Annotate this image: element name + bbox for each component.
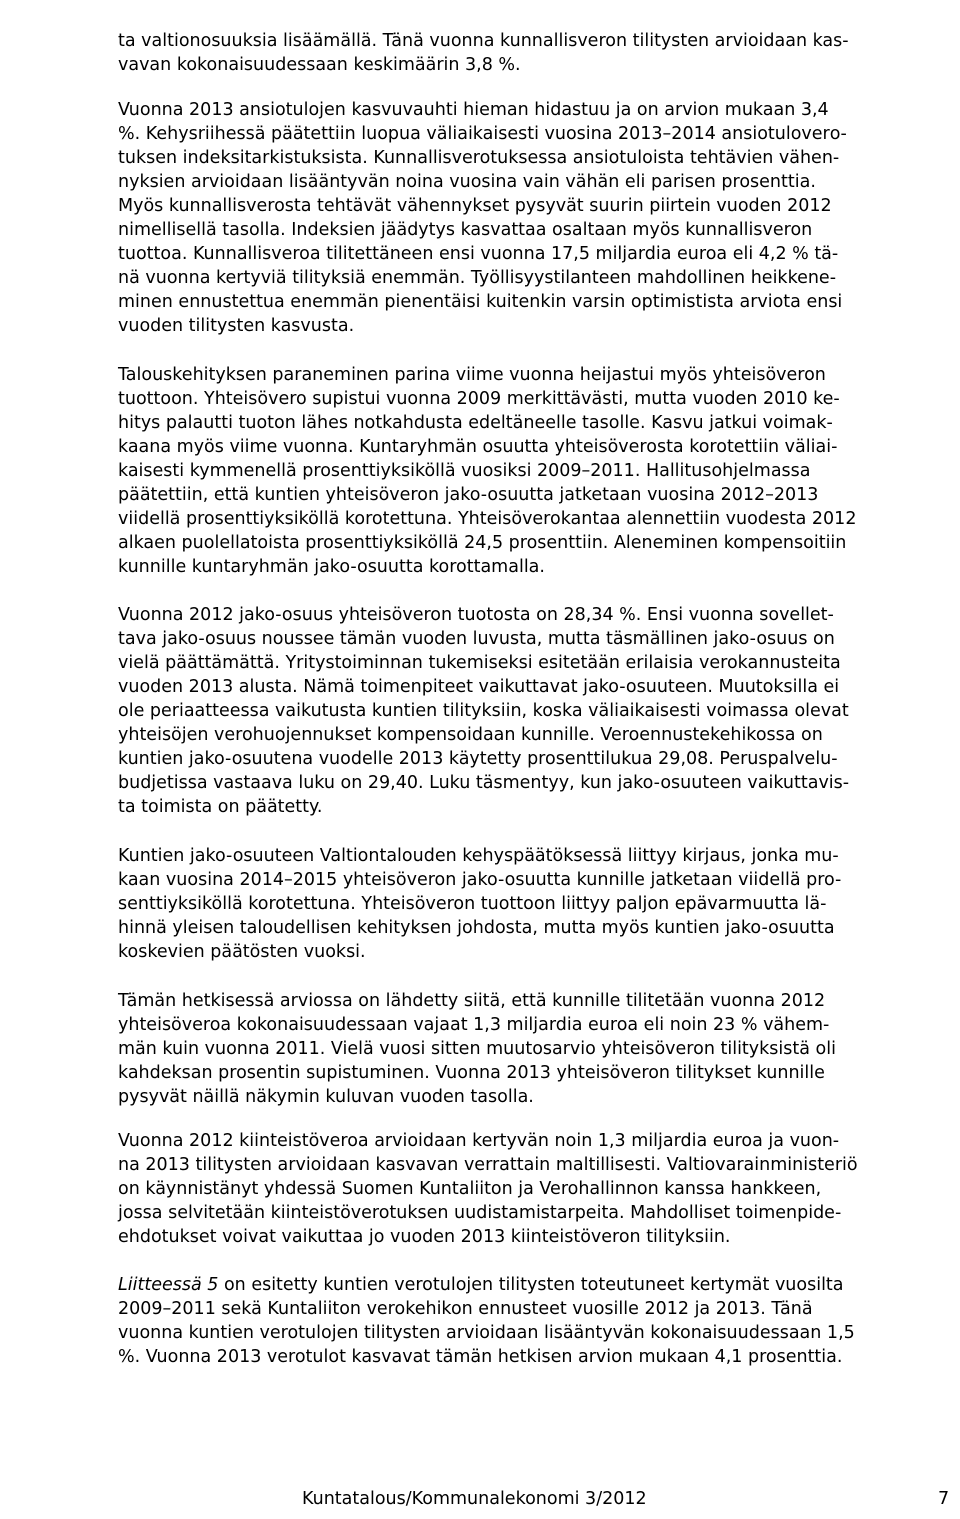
- body-text-line: nimellisellä tasolla. Indeksien jäädytys kasvattaa osaltaan myös kunnallisveron: [118, 220, 813, 240]
- body-text-line: vuoden tilitysten kasvusta.: [118, 316, 355, 336]
- body-text-line: ehdotukset voivat vaikuttaa jo vuoden 2013 kiinteistöveron tilityksiin.: [118, 1227, 731, 1247]
- body-text-line: vavan kokonaisuudessaan keskimäärin 3,8 %.: [118, 55, 521, 75]
- body-text-line: kahdeksan prosentin supistuminen. Vuonna 2013 yhteisöveron tilitykset kunnille: [118, 1063, 825, 1083]
- body-text-line: [118, 1273, 960, 1297]
- body-text-line: kaan vuosina 2014–2015 yhteisöveron jako-osuutta kunnille jatketaan viidellä pro-: [118, 870, 842, 890]
- body-text-line: Kuntien jako-osuuteen Valtiontalouden kehyspäätöksessä liittyy kirjaus, jonka mu-: [118, 846, 839, 866]
- body-text-line: Tämän hetkisessä arviossa on lähdetty siitä, että kunnille tilitetään vuonna 2012: [118, 991, 826, 1011]
- body-text-line: tuottoon. Yhteisövero supistui vuonna 2009 merkittävästi, mutta vuoden 2010 ke-: [118, 389, 840, 409]
- body-text-line: %. Vuonna 2013 verotulot kasvavat tämän hetkisen arvion mukaan 4,1 prosenttia.: [118, 1347, 843, 1367]
- body-text-line: viidellä prosenttiyksiköllä korotettuna. Yhteisöverokantaa alennettiin vuodesta 2012: [118, 509, 857, 529]
- body-text-line: päätettiin, että kuntien yhteisöveron jako-osuutta jatketaan vuosina 2012–2013: [118, 485, 819, 505]
- body-text-line: on käynnistänyt yhdessä Suomen Kuntaliiton ja Verohallinnon kanssa hankkeen,: [118, 1179, 822, 1199]
- body-text-line: nä vuonna kertyviä tilityksiä enemmän. Työllisyystilanteen mahdollinen heikkene-: [118, 268, 837, 288]
- body-text-line: ole periaatteessa vaikutusta kuntien tilityksiin, koska väliaikaisesti voimassa olevat: [118, 701, 849, 721]
- body-text-line: jossa selvitetään kiinteistöverotuksen uudistamistarpeita. Mahdolliset toimenpide-: [118, 1203, 842, 1223]
- page-number: 7: [938, 1489, 950, 1509]
- body-text-line: na 2013 tilitysten arvioidaan kasvavan verrattain maltillisesti. Valtiovarainministeriö: [118, 1155, 858, 1175]
- body-text-line: Vuonna 2013 ansiotulojen kasvuvauhti hieman hidastuu ja on arvion mukaan 3,4: [118, 100, 829, 120]
- body-text-line: kaisesti kymmenellä prosenttiyksiköllä vuosiksi 2009–2011. Hallitusohjelmassa: [118, 461, 811, 481]
- body-text-line: Myös kunnallisverosta tehtävät vähennykset pysyvät suurin piirtein vuoden 2012: [118, 196, 832, 216]
- body-text-line: vuonna kuntien verotulojen tilitysten arvioidaan lisääntyvän kokonaisuudessaan 1,5: [118, 1323, 855, 1343]
- body-text-line: vuoden 2013 alusta. Nämä toimenpiteet vaikuttavat jako-osuuteen. Muutoksilla ei: [118, 677, 840, 697]
- body-text-line: hinnä yleisen taloudellisen kehityksen johdosta, mutta myös kuntien jako-osuutta: [118, 918, 835, 938]
- body-text-line: kuntien jako-osuutena vuodelle 2013 käytetty prosenttilukua 29,08. Peruspalvelu-: [118, 749, 838, 769]
- body-text-line: pysyvät näillä näkymin kuluvan vuoden tasolla.: [118, 1087, 534, 1107]
- body-text-line: hitys palautti tuoton lähes notkahdusta edeltäneelle tasolle. Kasvu jatkui voimak-: [118, 413, 833, 433]
- body-text-line: vielä päättämättä. Yritystoiminnan tukemiseksi esitetään erilaisia verokannusteita: [118, 653, 841, 673]
- footer-publication: Kuntatalous/Kommunalekonomi 3/2012: [302, 1489, 647, 1509]
- body-text-line: yhteisöveroa kokonaisuudessaan vajaat 1,3 miljardia euroa eli noin 23 % vähem-: [118, 1015, 830, 1035]
- appendix-reference: Liitteessä 5: [118, 1275, 219, 1295]
- body-text-line: Vuonna 2012 jako-osuus yhteisöveron tuotosta on 28,34 %. Ensi vuonna sovellet-: [118, 605, 834, 625]
- body-text-line: alkaen puolellatoista prosenttiyksiköllä 24,5 prosenttiin. Aleneminen kompensoitiin: [118, 533, 847, 553]
- body-text-line: 2009–2011 sekä Kuntaliiton verokehikon ennusteet vuosille 2012 ja 2013. Tänä: [118, 1299, 813, 1319]
- body-text-line: tuksen indeksitarkistuksista. Kunnallisverotuksessa ansiotuloista tehtävien vähen-: [118, 148, 840, 168]
- body-text-line: koskevien päätösten vuoksi.: [118, 942, 366, 962]
- body-text-line: män kuin vuonna 2011. Vielä vuosi sitten muutosarvio yhteisöveron tilityksistä oli: [118, 1039, 836, 1059]
- body-text-line: ta toimista on päätetty.: [118, 797, 323, 817]
- body-text-line: kaana myös viime vuonna. Kuntaryhmän osuutta yhteisöverosta korotettiin väliai-: [118, 437, 838, 457]
- body-text-line: nyksien arvioidaan lisääntyvän noina vuosina vain vähän eli parisen prosenttia.: [118, 172, 816, 192]
- body-text-line: minen ennustettua enemmän pienentäisi kuitenkin varsin optimistista arviota ensi: [118, 292, 843, 312]
- body-text-line: Vuonna 2012 kiinteistöveroa arvioidaan kertyvän noin 1,3 miljardia euroa ja vuon-: [118, 1131, 840, 1151]
- body-text-line: %. Kehysriihessä päätettiin luopua väliaikaisesti vuosina 2013–2014 ansiotuloverо-: [118, 124, 847, 144]
- body-text-line: budjetissa vastaava luku on 29,40. Luku täsmentyy, kun jako-osuuteen vaikuttavis-: [118, 773, 850, 793]
- body-text-line: senttiyksiköllä korotettuna. Yhteisöveron tuottoon liittyy paljon epävarmuutta lä-: [118, 894, 827, 914]
- body-text-line: tava jako-osuus noussee tämän vuoden luvusta, mutta täsmällinen jako-osuus on: [118, 629, 835, 649]
- body-text-fragment: on esitetty kuntien verotulojen tilitysten toteutuneet kertymät vuosilta: [218, 1275, 844, 1295]
- body-text-line: ta valtionosuuksia lisäämällä. Tänä vuonna kunnallisveron tilitysten arvioidaan kas-: [118, 31, 849, 51]
- body-text-line: Talouskehityksen paraneminen parina viime vuonna heijastui myös yhteisöveron: [118, 365, 826, 385]
- body-text-line: kunnille kuntaryhmän jako-osuutta korottamalla.: [118, 557, 545, 577]
- body-text-line: yhteisöjen verohuojennukset kompensoidaan kunnille. Veroennustekehikossa on: [118, 725, 823, 745]
- body-text-line: tuottoa. Kunnallisveroa tilitettäneen ensi vuonna 17,5 miljardia euroa eli 4,2 % tä-: [118, 244, 839, 264]
